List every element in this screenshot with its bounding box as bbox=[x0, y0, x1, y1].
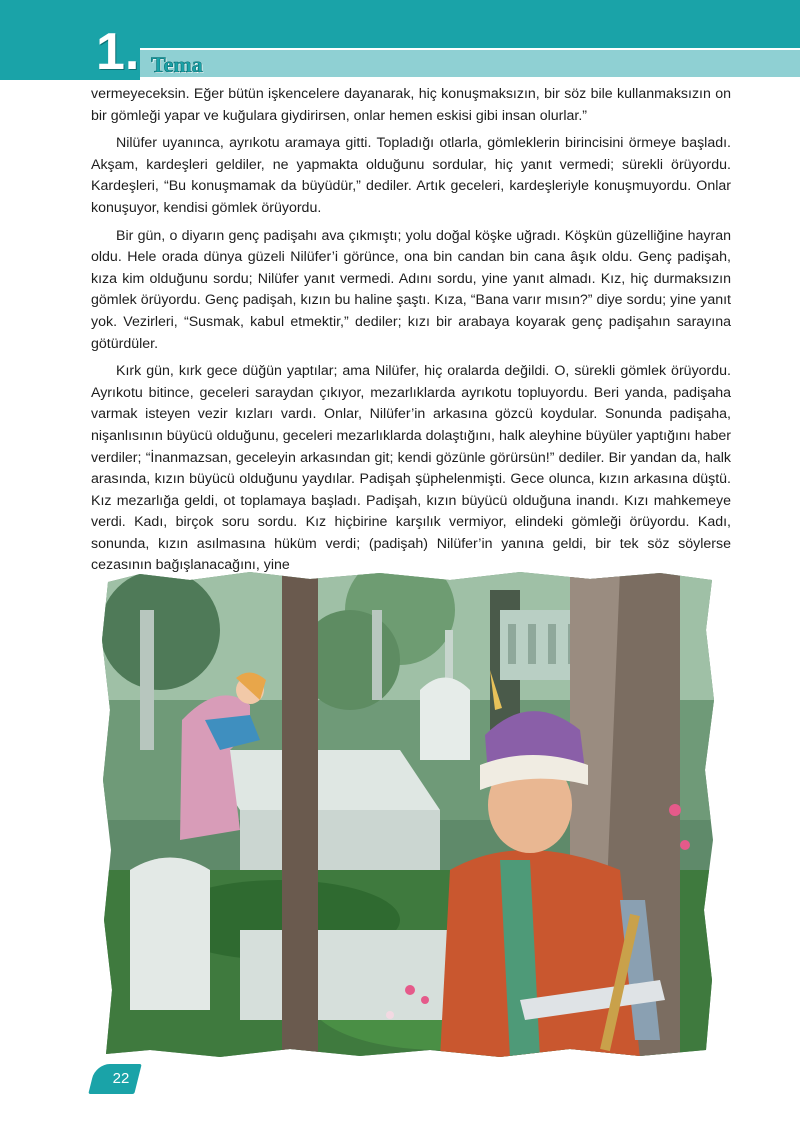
story-text bbox=[91, 84, 731, 583]
story-illustration bbox=[100, 570, 720, 1058]
theme-title: Tema bbox=[151, 52, 203, 77]
paragraph-4: Kırk gün, kırk gece düğün yaptılar; ama Nilüfer, hiç oralarda değildi. O, sürekli gömlek örüyordu. Ayrıkotu bitince, geceleri saraydan çıkıyor, mezarlıklarda ayrıkotu topluyordu. Beri yanda, padişaha varmak isteyen vezir kızları vardı. Onlar, Nilüfer’in arkasına gözcü koydular. Sonunda padişaha, nişanlısının büyücü olduğunu, geceleri mezarlıklarda dolaştığını, halk aleyhine büyüler yaptığını haber verdiler; “İnanmazsan, geceleyin arkasından git; kendi gözünle görürsün!” dediler. Bir yandan da, halk arasında, kızın büyücü olduğunu yaydılar. Padişah şüphelenmişti. Gece olunca, kızın arkasına düştü. Kız mezarlığa geldi, ot toplamaya başladı. Padişah, kızın büyücü olduğuna inandı. Kızı mahkemeye verdi. Kadı, birçok soru sordu. Kız hiçbirine karşılık vermiyor, elindeki gömleği örüyordu. Kadı, sonunda, kızın asılmasına hüküm verdi; (padişah) Nilüfer’in yanına geldi, bir tek söz söylerse cezasının bağışlanacağını, yine bbox=[91, 363, 731, 574]
paragraph-1: vermeyeceksin. Eğer bütün işkencelere dayanarak, hiç konuşmaksızın, bir söz bile kullanmaksızın on bir gömleği yapar ve kuğulara giydirirsen, onlar hemen eskisi gibi insan olurlar.” bbox=[91, 86, 731, 124]
paragraph-2: Nilüfer uyanınca, ayrıkotu aramaya gitti. Topladığı otlarla, gömleklerin birincisini örmeye başladı. Akşam, kardeşleri geldiler, ne yapmakta olduğunu sordular, hiç yanıt vermedi; sürekli örüyordu. Kardeşleri, “Bu konuşmamak da büyüdür,” dediler. Artık geceleri, kardeşleriyle konuşmuyordu. Onlar konuşuyor, kendisi gömlek örüyordu. bbox=[91, 135, 731, 216]
paragraph-3: Bir gün, o diyarın genç padişahı ava çıkmıştı; yolu doğal köşke uğradı. Köşkün güzelliğine hayran oldu. Hele orada dünya güzeli Nilüfer’i görünce, ona bin candan bin cana âşık oldu. Genç padişah, kıza kim olduğunu sordu; Nilüfer yanıt vermedi. Adını sordu, yine yanıt almadı. Kız, hiç durmaksızın gömlek örüyordu. Genç padişah, kızın bu haline şaştı. Kıza, “Bana varır mısın?” diye sordu; yine yanıt yok. Vezirleri, “Susmak, kabul etmektir,” dediler; kızı bir arabaya koyarak genç padişahın sarayına götürdüler. bbox=[91, 227, 731, 352]
page-number: 22 bbox=[112, 1070, 130, 1087]
theme-number: 1. bbox=[96, 23, 140, 81]
header-subband bbox=[140, 50, 800, 77]
